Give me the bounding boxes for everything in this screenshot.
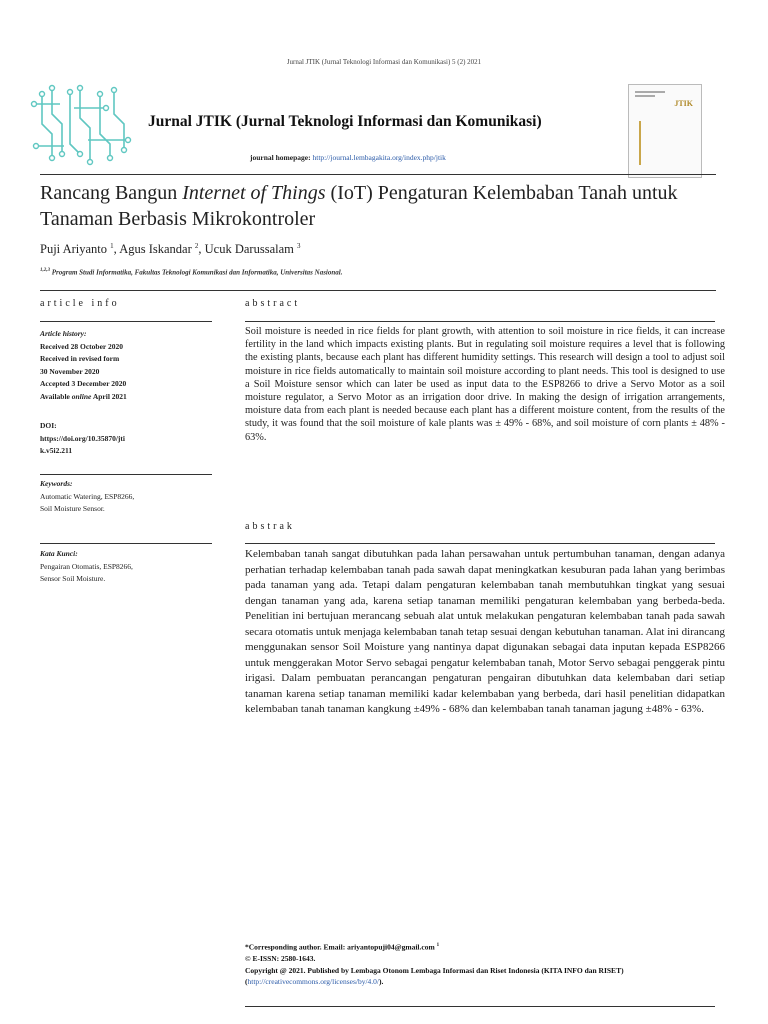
running-head: Jurnal JTIK (Jurnal Teknologi Informasi dan Komunikasi) 5 (2) 2021	[286, 58, 482, 66]
jtik-circuit-logo	[30, 84, 134, 168]
title-part-2: (IoT) Pengaturan Kelembaban Tanah untuk Tanaman Berbasis Mikrokontroler	[40, 182, 678, 230]
keywords-line-2: Soil Moisture Sensor.	[40, 504, 105, 513]
kata-kunci-line-2: Sensor Soil Moisture.	[40, 574, 106, 583]
available-date: April 2021	[92, 391, 127, 401]
available-label: Available	[40, 391, 70, 401]
journal-title: Jurnal JTIK (Jurnal Teknologi Informasi dan Komunikasi)	[148, 113, 542, 130]
cover-line	[635, 91, 665, 93]
corresponding-author	[245, 940, 765, 953]
paper-title	[40, 180, 730, 232]
affiliation-text: Program Studi Informatika, Fakultas Teknologi Komunikasi dan Informatika, Universitas Nasional.	[51, 268, 343, 277]
copyright: Copyright @ 2021. Published by Lembaga Otonom Lembaga Informasi dan Riset Indonesia (KITA INFO dan RISET)	[245, 965, 624, 975]
received-date: Received 28 October 2020	[40, 341, 123, 351]
journal-homepage	[250, 153, 446, 162]
homepage-label: journal homepage:	[250, 153, 311, 162]
cover-label: JTIK	[674, 99, 693, 108]
license-open: (	[245, 977, 248, 986]
abstract-heading: abstract	[245, 298, 301, 309]
corresponding-text: *Corresponding author. Email: ariyantopuji04@gmail.com	[245, 942, 435, 952]
license-close: ).	[379, 977, 384, 986]
journal-cover-thumbnail	[628, 84, 702, 178]
author-name: Puji Ariyanto	[40, 242, 108, 257]
kata-kunci-line-1: Pengairan Otomatis, ESP8266,	[40, 561, 133, 571]
affiliation	[40, 268, 342, 276]
kata-kunci-label: Kata Kunci:	[40, 549, 78, 558]
author-sup: 3	[297, 242, 301, 250]
author-sup: 2	[194, 242, 199, 250]
doi-label: DOI:	[40, 421, 57, 430]
footer-rule	[245, 1006, 715, 1007]
title-part-1: Rancang Bangun	[40, 182, 183, 204]
revised-date: 30 November 2020	[40, 366, 100, 376]
cover-figure	[639, 121, 691, 165]
revised-label: Received in revised form	[40, 354, 120, 363]
license-link[interactable]: http://creativecommons.org/licenses/by/4.0/	[247, 977, 380, 986]
corresponding-sup: 1	[436, 943, 440, 948]
doi-link[interactable]: https://doi.org/10.35870/jti	[40, 433, 126, 443]
article-history	[40, 328, 230, 403]
abstract-rule	[245, 321, 715, 322]
available-online-italic: online	[71, 391, 92, 401]
author-sup: 1	[110, 242, 114, 250]
eissn: © E-ISSN: 2580-1643.	[245, 954, 316, 963]
abstract-body: Soil moisture is needed in rice fields for plant growth, with attention to soil moisture in rice fields, it can increase fertility in the land which impacts existing plants. But in regulating soil moisture requires a level that is following the existing plants, because each plant has different humidity settings. This research will design a tool to adjust soil moisture in rice fields automatically to maintain soil moisture according to plant needs. This tool is designed to use a Soil Moisture sensor which can later be used as input data to the ESP8266 to drive a Servo Motor as a soil moisture regulator, a Servo Motor as an irrigation door drive. In making the design of irrigation arrangements, moisture data from each plant is needed because each plant has a different moisture content, from the results of the study, it was found that the soil moisture of kale plants was ± 49% - 68%, and soil moisture of corn plants ± 48% - 63%.	[245, 326, 725, 443]
abstrak-body: Kelembaban tanah sangat dibutuhkan pada lahan persawahan untuk pertumbuhan tanaman, dengan adanya perhatian terhadap kelembaban tanah pada sawah dapat meningkatkan kesuburan pada lahan yang berimbas pada tanaman yang ada. Tetapi dalam pengaturan kelembaban tanah membutuhkan tingkat yang sesuai dengan tanaman yang ada, karena setiap tanaman memiliki pengaturan kelembaban yang berbeda-beda. Penelitian ini bertujuan merancang sebuah alat untuk melakukan pengaturan kelembaban tanah pada sawah secara otomatis untuk menjaga kelembaban tanah tetap sesuai dengan kebutuhan tanaman. Alat ini dirancang menggunakan sensor Soil Moisture yang nantinya dapat digunakan sebagai data inputan kepada ESP8266 untuk menggerakan Motor Servo sebagai pengatur kelembaban tanah, Motor Servo sebagai penggerak pintu irigasi. Dalam pembuatan perancangan pengaturan pengairan dibutuhkan data kelembaban dari setiap tanaman karena setiap tanaman memiliki kadar kelembaban yang berbeda, dari hasil penelitian didapatkan kelembaban tanah tanaman kangkung ±49% - 68% dan kelembaban tanah tanaman jagung ±48% - 63%.	[245, 548, 725, 715]
kata-kunci-block	[40, 548, 230, 586]
footer-notes	[245, 940, 765, 988]
accepted-date: Accepted 3 December 2020	[40, 379, 127, 388]
keywords-line-1: Automatic Watering, ESP8266,	[40, 491, 135, 501]
keywords-rule	[40, 474, 212, 475]
keywords-block	[40, 478, 230, 516]
header-rule	[40, 174, 716, 175]
keywords-label: Keywords:	[40, 479, 73, 488]
author-list: Puji Ariyanto $^1$, Agus Iskandar $^2$, Ucuk Darussalam $^3$	[40, 242, 301, 257]
article-info-heading: article info	[40, 298, 120, 309]
author-name: Agus Iskandar	[119, 242, 192, 257]
homepage-link[interactable]: http://journal.lembagakita.org/index.php/jtik	[312, 153, 446, 162]
cover-line	[635, 95, 655, 97]
abstrak-rule	[245, 543, 715, 544]
abstrak-heading: abstrak	[245, 521, 295, 532]
doi-link-cont[interactable]: k.v5i2.211	[40, 446, 73, 455]
available-online	[40, 391, 230, 404]
affiliation-sup: 1,2,3	[40, 268, 50, 273]
article-info-rule	[40, 321, 212, 322]
doi-block	[40, 420, 230, 458]
license	[245, 976, 765, 988]
title-italic: Internet of Things	[182, 182, 326, 204]
history-label: Article history:	[40, 329, 87, 338]
author-name: Ucuk Darussalam	[204, 242, 294, 257]
kata-kunci-rule	[40, 543, 212, 544]
section-rule	[40, 290, 716, 291]
